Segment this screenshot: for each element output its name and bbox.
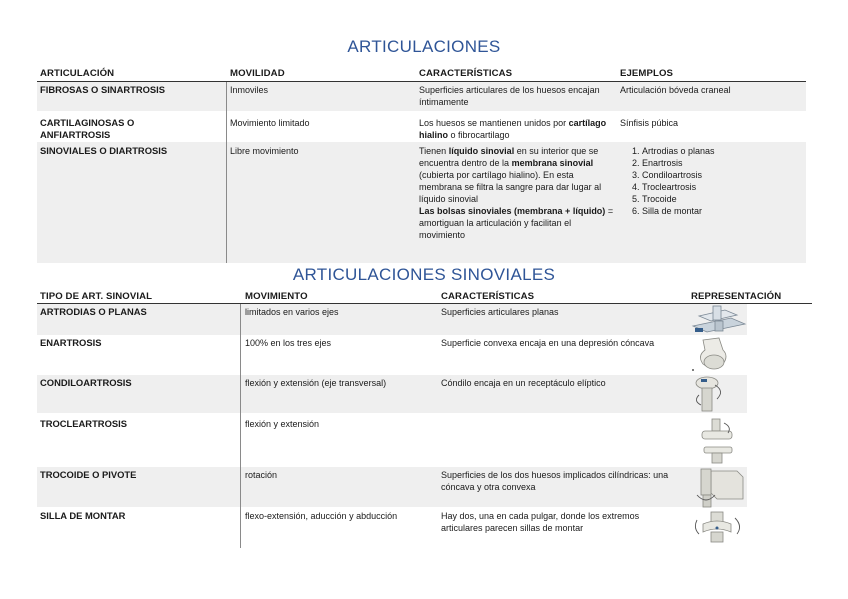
list-item: 1. Artrodias o planas — [642, 145, 802, 157]
hinge-joint-icon — [698, 417, 740, 465]
t1-row1-name: FIBROSAS O SINARTROSIS — [40, 84, 166, 95]
t2-row6-caracteristicas: Hay dos, una en cada pulgar, donde los extremos articulares parecen sillas de montar — [441, 511, 640, 533]
t1-row3-car-a: Tienen — [419, 146, 449, 156]
plane-joint-icon — [691, 304, 747, 335]
t1-row3-car-g: = amortiguan la articulación y facilitan el movimiento — [419, 206, 614, 240]
table2-title: ARTICULACIONES SINOVIALES — [292, 265, 556, 284]
t2-header-movimiento: MOVIMIENTO — [245, 291, 308, 302]
t1-row2-caracteristicas — [419, 117, 615, 141]
t1-row3-ejemplos-list — [622, 145, 802, 217]
t1-row3-car-f: Las bolsas sinoviales (membrana + líquido) — [419, 206, 606, 216]
list-item: 3. Condiloartrosis — [642, 169, 802, 181]
t1-header-movilidad: MOVILIDAD — [230, 68, 285, 79]
t2-row4-movimiento: flexión y extensión — [245, 419, 320, 429]
list-item: 4. Trocleartrosis — [642, 181, 802, 193]
t1-row2-ejemplos: Sínfisis púbica — [620, 118, 679, 128]
saddle-joint-icon — [693, 510, 745, 544]
t1-row2-movilidad: Movimiento limitado — [230, 118, 310, 128]
t2-row3-movimiento: flexión y extensión (eje transversal) — [245, 378, 387, 388]
condyloid-joint-icon — [693, 375, 729, 413]
t2-row2-caracteristicas: Superficie convexa encaja en una depresión cóncava — [441, 338, 655, 348]
t1-row1-caracteristicas: Superficies articulares de los huesos encajan íntimamente — [419, 85, 600, 107]
t2-row3-name: CONDILOARTROSIS — [40, 377, 132, 388]
t2-row2-movimiento: 100% en los tres ejes — [245, 338, 332, 348]
t1-row3-movilidad: Libre movimiento — [230, 146, 299, 156]
t2-header-caracteristicas: CARACTERÍSTICAS — [441, 291, 535, 302]
t1-row3-car-e: (cubierta por cartílago hialino). En esta membrana se filtra la sangre para dar lugar al líquido sinovial — [419, 170, 602, 204]
ball-socket-joint-icon — [689, 336, 739, 376]
pivot-joint-icon — [693, 465, 745, 509]
t1-row3-caracteristicas — [419, 145, 614, 241]
t1-row3-ejemplos — [622, 145, 802, 217]
t1-row3-car-d: membrana sinovial — [511, 158, 594, 168]
t1-row1-ejemplos: Articulación bóveda craneal — [620, 85, 731, 95]
t1-header-caracteristicas: CARACTERÍSTICAS — [419, 68, 513, 79]
t2-row5-movimiento: rotación — [245, 470, 278, 480]
t1-row2-car-b: cartílago hialino — [419, 118, 607, 140]
t1-row3-car-c: en su interior que se encuentra dentro de la — [419, 146, 599, 168]
t1-col-divider — [226, 82, 227, 263]
t2-row5-caracteristicas: Superficies de los dos huesos implicados cilíndricas: una cóncava y otra convexa — [441, 470, 669, 492]
t1-header-ejemplos: EJEMPLOS — [620, 68, 674, 79]
list-item: 6. Silla de montar — [642, 205, 802, 217]
t1-row2-car-c: o fibrocartilago — [448, 130, 510, 140]
t1-row3-name: SINOVIALES O DIARTROSIS — [40, 145, 168, 156]
table1-title: ARTICULACIONES — [347, 37, 501, 56]
t2-row4-name: TROCLEARTROSIS — [40, 418, 127, 429]
t1-header-articulacion: ARTICULACIÓN — [40, 68, 115, 79]
t1-row3-car-b: líquido sinovial — [448, 146, 515, 156]
t2-row2-name: ENARTROSIS — [40, 337, 102, 348]
t2-row1-name: ARTRODIAS O PLANAS — [40, 306, 147, 317]
list-item: 5. Trocoide — [642, 193, 802, 205]
t1-row1-movilidad: Inmoviles — [230, 85, 269, 95]
t2-row6-name: SILLA DE MONTAR — [40, 510, 126, 521]
t2-row1-movimiento: limitados en varios ejes — [245, 307, 339, 317]
t2-header-tipo: TIPO DE ART. SINOVIAL — [40, 291, 153, 302]
t2-header-representacion: REPRESENTACIÓN — [691, 291, 782, 302]
t2-row3-caracteristicas: Cóndilo encaja en un receptáculo elíptico — [441, 378, 606, 388]
t1-row2-car-a: Los huesos se mantienen unidos por — [419, 118, 569, 128]
list-item: 2. Enartrosis — [642, 157, 802, 169]
t1-row2-name: CARTILAGINOSAS O ANFIARTROSIS — [40, 117, 135, 140]
t2-row5-name: TROCOIDE O PIVOTE — [40, 469, 137, 480]
t2-col-divider — [240, 304, 241, 548]
t2-row1-caracteristicas: Superficies articulares planas — [441, 307, 559, 317]
t2-row6-movimiento: flexo-extensión, aducción y abducción — [245, 511, 398, 521]
